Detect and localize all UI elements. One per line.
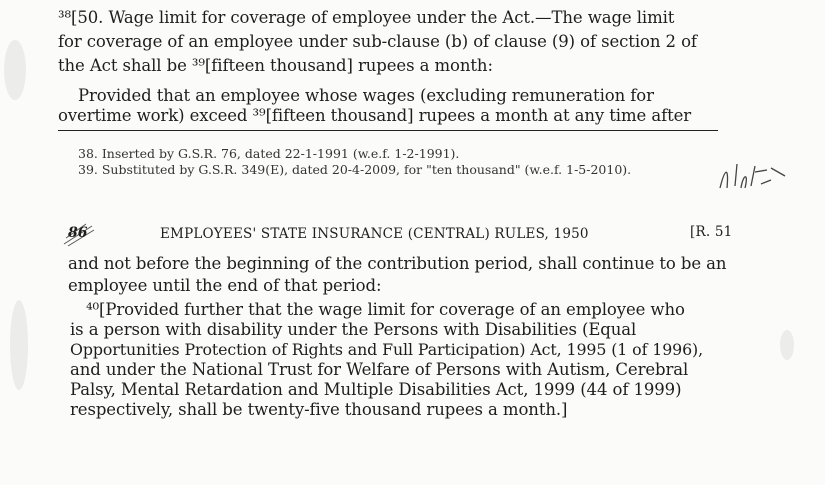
second-proviso-line: and under the National Trust for Welfare of Persons with Autism, Cerebral	[70, 360, 689, 379]
scan-smudge	[780, 330, 794, 360]
section-50-text-line: the Act shall be ³⁹[fifteen thousand] rupees a month:	[58, 56, 493, 75]
second-proviso-line: respectively, shall be twenty-five thousand rupees a month.]	[70, 400, 568, 419]
second-proviso-line: Palsy, Mental Retardation and Multiple Disabilities Act, 1999 (44 of 1999)	[70, 380, 682, 399]
second-proviso-line: Opportunities Protection of Rights and Full Participation) Act, 1995 (1 of 1996),	[70, 340, 704, 359]
footnote-divider	[58, 130, 718, 131]
proviso-line: Provided that an employee whose wages (excluding remuneration for	[78, 86, 654, 105]
footnote-39: 39. Substituted by G.S.R. 349(E), dated 20-4-2009, for "ten thousand" (w.e.f. 1-5-2010).	[78, 162, 632, 177]
continuation-line: and not before the beginning of the contribution period, shall continue to be an	[68, 254, 727, 273]
section-50-text-line: for coverage of an employee under sub-clause (b) of clause (9) of section 2 of	[58, 32, 697, 51]
scan-smudge	[10, 300, 28, 390]
second-proviso-line: ⁴⁰[Provided further that the wage limit for coverage of an employee who	[86, 300, 685, 319]
second-proviso-line: is a person with disability under the Persons with Disabilities (Equal	[70, 320, 637, 339]
proviso-line: overtime work) exceed ³⁹[fifteen thousand] rupees a month at any time after	[58, 106, 692, 125]
scan-smudge	[4, 40, 26, 100]
handwritten-signature	[715, 158, 795, 198]
running-title: EMPLOYEES' STATE INSURANCE (CENTRAL) RULES, 1950	[160, 226, 589, 242]
rule-reference: [R. 51	[690, 224, 733, 240]
page-number-box	[62, 222, 96, 248]
footnote-38: 38. Inserted by G.S.R. 76, dated 22-1-1991 (w.e.f. 1-2-1991).	[78, 146, 460, 161]
continuation-line: employee until the end of that period:	[68, 276, 382, 295]
page-number: 86	[68, 225, 88, 241]
section-50-heading-line: ³⁸[50. Wage limit for coverage of employee under the Act.—The wage limit	[58, 8, 675, 27]
